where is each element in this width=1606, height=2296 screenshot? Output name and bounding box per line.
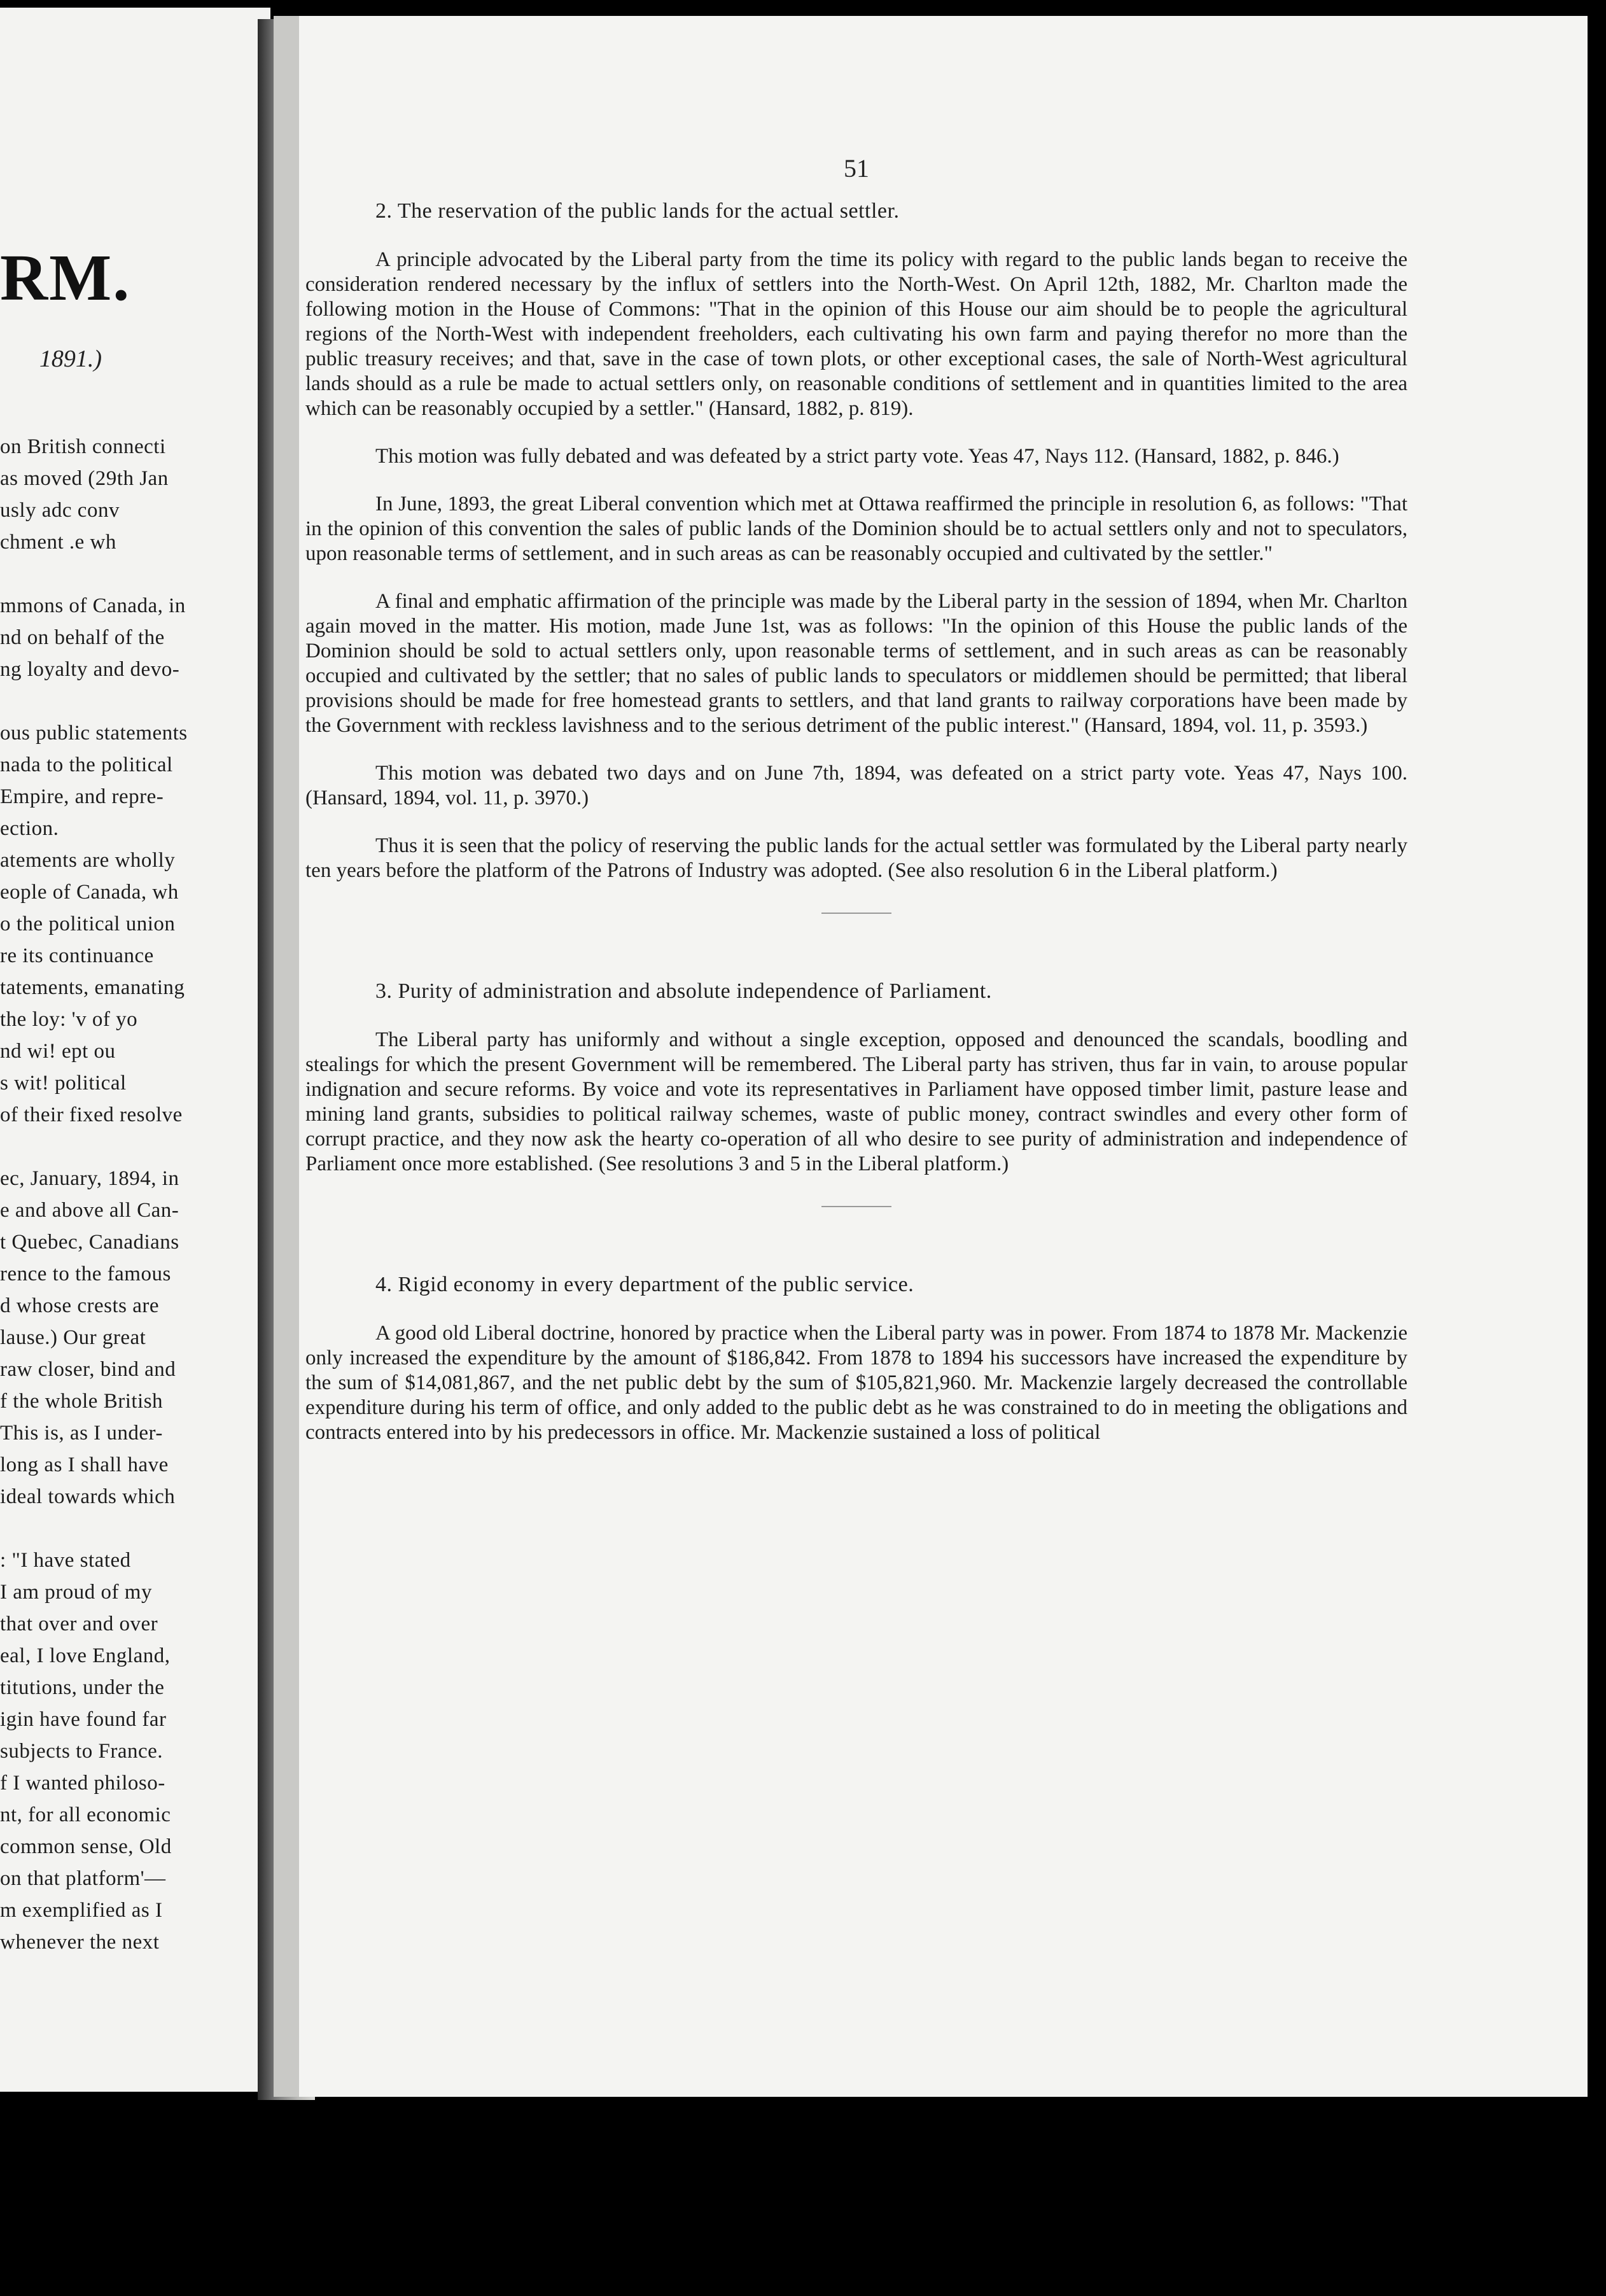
facing-page-line: re its continuance [0,944,154,967]
facing-page-line: raw closer, bind and [0,1358,176,1381]
facing-page-line: of their fixed resolve [0,1103,183,1126]
facing-page-line: ec, January, 1894, in [0,1167,179,1190]
paragraph: The Liberal party has uniformly and without a single exception, opposed and denounced the scandals, boodling and stealings for which the present Government will be remembered. The Liberal party has striven, thus far in vain, to arouse popular indignation and secure reforms. By voice and vote its representatives in Parliament have opposed timber limit, pasture lease and mining land grants, subsidies to political railway schemes, waste of public money, contract swindles and every other form of corrupt practice, and they now ask the hearty co-operation of all who desire to see purity of administration and independence of Parliament once more established. (See resolutions 3 and 5 in the Liberal platform.) [305,1028,1407,1175]
paragraph: A principle advocated by the Liberal party from the time its policy with regard to the public lands began to receive the consideration rendered necessary by the influx of settlers into the North-West. On April 12th, 1882, Mr. Charlton made the following motion in the House of Commons: "That in the opinion of this House our aim should be to people the agricultural regions of the North-West with independent freeholders, each cultivating his own farm and paying therefor no more than the public treasury receives; and that, save in the case of town plots, or other exceptional cases, the sale of North-West agricultural lands should as a rule be made to actual settlers only, on reasonable conditions of settlement and in quantities limited to the area which can be reasonably occupied by a settler." (Hansard, 1882, p. 819). [305,248,1407,420]
facing-page-line: : "I have stated [0,1549,131,1572]
section-heading: 4. Rigid economy in every department of the public service. [375,1273,914,1296]
facing-page [0,8,270,2092]
facing-page-text [0,431,270,1958]
facing-page-line [0,558,270,590]
facing-page-line: Empire, and repre- [0,785,164,808]
facing-page-line: chment .e wh [0,531,116,554]
facing-page-heading: RM. [0,241,131,314]
facing-page-line [0,1513,270,1544]
facing-page-line: as moved (29th Jan [0,467,169,490]
facing-page-line: eople of Canada, wh [0,881,179,904]
facing-page-line: f I wanted philoso- [0,1772,165,1795]
facing-page-line [0,685,270,717]
section-3 [305,979,1407,1177]
facing-page-line: usly adc conv [0,499,120,522]
facing-page-line: ous public statements [0,722,188,745]
facing-page-line: o the political union [0,913,176,935]
facing-page-line: subjects to France. [0,1740,164,1763]
facing-page-line [0,1131,270,1163]
paragraph: In June, 1893, the great Liberal convention which met at Ottawa reaffirmed the principle in resolution 6, as follows: "That in the opinion of this convention the sales of public lands of the Dominion should be to actual settlers only and not to speculators, upon reasonable terms of settlement, and in such areas as can be reasonably occupied and cultivated by the settler." [305,493,1407,565]
facing-page-line: t Quebec, Canadians [0,1231,179,1254]
facing-page-line: long as I shall have [0,1453,169,1476]
section-divider [821,913,891,914]
page-content [305,156,1407,1468]
facing-page-line: tatements, emanating [0,976,185,999]
facing-page-line: on that platform'— [0,1867,166,1890]
facing-page-line: d whose crests are [0,1294,159,1317]
facing-page-line: e and above all Can- [0,1199,179,1222]
facing-page-line: lause.) Our great [0,1326,146,1349]
facing-page-date: 1891.) [39,346,102,372]
section-2 [305,199,1407,883]
section-divider [821,1206,891,1207]
facing-page-line: I am proud of my [0,1581,152,1604]
facing-page-line: eal, I love England, [0,1644,171,1667]
paragraph: This motion was fully debated and was defeated by a strict party vote. Yeas 47, Nays 112. (Hansard, 1882, p. 846.) [375,445,1339,468]
facing-page-line: This is, as I under- [0,1422,163,1445]
facing-page-line: igin have found far [0,1708,167,1731]
facing-page-line: ection. [0,817,59,840]
paragraph: Thus it is seen that the policy of reserving the public lands for the actual settler was formulated by the Liberal party nearly ten years before the platform of the Patrons of Industry was adopted. (See also resolution 6 in the Liberal platform.) [305,834,1407,882]
page-number: 51 [844,154,869,183]
section-heading: 3. Purity of administration and absolute independence of Parliament. [375,979,992,1003]
facing-page-line: rence to the famous [0,1263,171,1285]
paragraph: A good old Liberal doctrine, honored by practice when the Liberal party was in power. From 1874 to 1878 Mr. Mackenzie only increased the expenditure by the amount of $186,842. From 1878 to 1894 his successors have increased the expenditure by the sum of $14,081,867, and the net public debt by the sum of $105,821,960. Mr. Mackenzie largely decreased the controllable expenditure during his term of office, and only added to the public debt as he was constrained to do in meeting the obligations and contracts entered into by his predecessors in office. Mr. Mackenzie sustained a loss of political [305,1322,1407,1444]
section-4 [305,1272,1407,1445]
facing-page-line: s wit! political [0,1072,127,1095]
facing-page-line: f the whole British [0,1390,164,1413]
facing-page-line: mmons of Canada, in [0,594,186,617]
facing-page-line: nd on behalf of the [0,626,165,649]
paragraph: This motion was debated two days and on June 7th, 1894, was defeated on a strict party vote. Yeas 47, Nays 100. (Hansard, 1894, vol. 11, p. 3970.) [305,762,1407,809]
facing-page-line: ideal towards which [0,1485,176,1508]
facing-page-line: nd wi! ept ou [0,1040,116,1063]
facing-page-line: that over and over [0,1613,158,1635]
section-heading: 2. The reservation of the public lands for the actual settler. [375,199,900,223]
facing-page-line: m exemplified as I [0,1899,163,1922]
facing-page-line: ng loyalty and devo- [0,658,180,681]
facing-page-line: whenever the next [0,1931,160,1954]
facing-page-line: on British connecti [0,435,166,458]
facing-page-line: nt, for all economic [0,1803,171,1826]
facing-page-line: titutions, under the [0,1676,165,1699]
facing-page-line: atements are wholly [0,849,176,872]
paragraph: A final and emphatic affirmation of the principle was made by the Liberal party in the session of 1894, when Mr. Charlton again moved in the matter. His motion, made June 1st, was as follows: "In the opinion of this House the public lands of the Dominion should be sold to actual settlers only, upon reasonable terms of settlement, and in such areas as can be reasonably occupied and cultivated by the settler; that no sales of public lands to speculators or middlemen should be permitted; that liberal provisions should be made for free homestead grants to settlers, and that land grants to railway corporations have been made by the Government with reckless lavishness and to the serious detriment of the public interest." (Hansard, 1894, vol. 11, p. 3593.) [305,590,1407,737]
facing-page-line: nada to the political [0,753,173,776]
facing-page-line: the loy: 'v of yo [0,1008,138,1031]
facing-page-line: common sense, Old [0,1835,172,1858]
